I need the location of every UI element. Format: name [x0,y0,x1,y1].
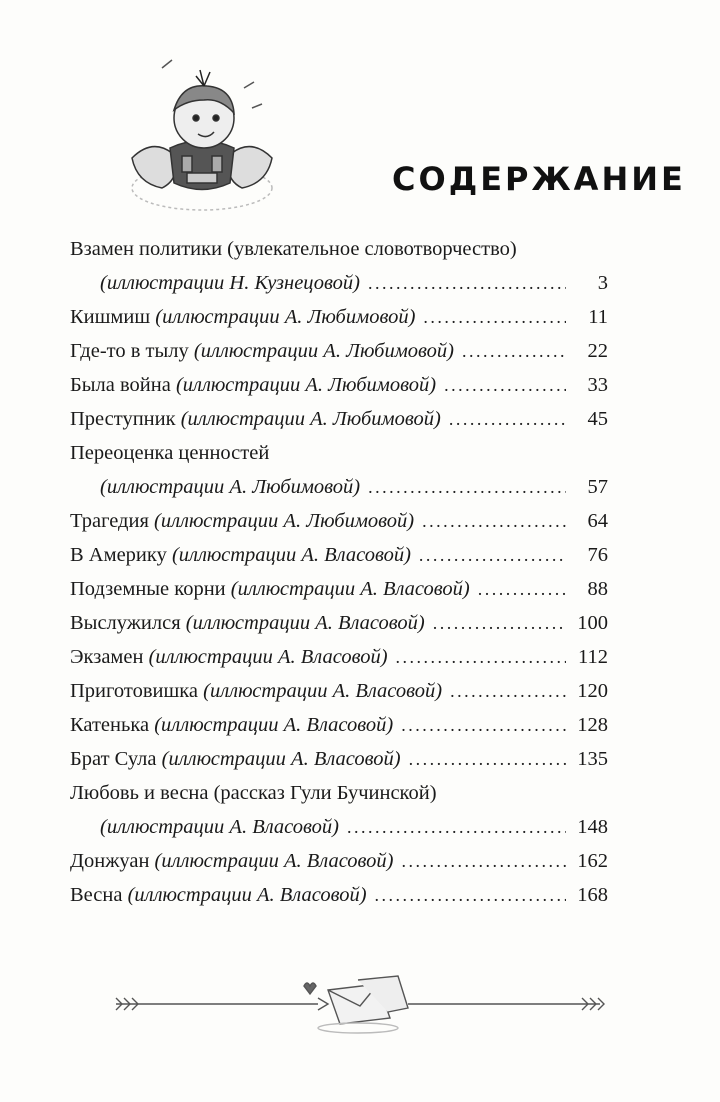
leader-dots [423,300,566,334]
entry-credit: (иллюстрации А. Любимовой) [175,374,437,396]
toc-entry[interactable] [70,572,608,606]
entry-credit: (иллюстрации А. Власовой) [148,646,388,668]
leader-dots [396,640,566,674]
entry-title: Подземные корни [70,578,226,600]
entry-title: Весна [70,884,123,906]
entry-credit: (иллюстрации А. Любимовой) [100,476,361,498]
entry-text [70,504,414,538]
page-number: 22 [587,340,608,362]
leader-dots [422,504,566,538]
entry-text [70,572,470,606]
leader-dots [368,470,566,504]
entry-title: Экзамен [70,646,144,668]
toc-entry[interactable] [70,674,608,708]
entry-text [70,300,415,334]
entry-title: Любовь и весна (рассказ Гули Бучинской) [70,782,437,804]
leader-dots [450,674,566,708]
entry-credit: (иллюстрации А. Власовой) [185,612,425,634]
entry-title: Где-то в тылу [70,340,189,362]
leader-dots [419,538,566,572]
entry-credit: (иллюстрации А. Любимовой) [155,306,416,328]
toc-entry[interactable] [70,742,608,776]
leader-dots [444,368,566,402]
page-number: 135 [577,748,608,770]
entry-title: Катенька [70,714,150,736]
entry-title: Приготовишка [70,680,199,702]
page-number: 88 [587,578,608,600]
toc-entry[interactable] [70,708,608,742]
entry-text [70,334,454,368]
toc-entry[interactable] [70,606,608,640]
toc-entry[interactable] [70,776,608,844]
entry-title: Трагедия [70,510,149,532]
entry-credit: (иллюстрации А. Власовой) [230,578,470,600]
toc-entry[interactable] [70,640,608,674]
entry-title: В Америку [70,544,167,566]
toc-entry[interactable] [70,300,608,334]
entry-text [70,640,388,674]
entry-credit: (иллюстрации А. Любимовой) [154,510,415,532]
page-number: 168 [577,884,608,906]
page-number: 64 [587,510,608,532]
toc-entry[interactable] [70,334,608,368]
entry-credit: (иллюстрации А. Власовой) [203,680,443,702]
entry-text [70,368,436,402]
page-number: 33 [587,374,608,396]
page-title: СОДЕРЖАНИЕ [392,160,686,198]
entry-text [70,538,411,572]
leader-dots [402,844,567,878]
page-number: 3 [597,272,608,294]
page-number: 45 [587,408,608,430]
toc-entry[interactable] [70,232,608,300]
entry-credit: (иллюстрации А. Власовой) [161,748,401,770]
toc-entry[interactable] [70,538,608,572]
toc-entry[interactable] [70,368,608,402]
entry-credit: (иллюстрации А. Власовой) [154,714,394,736]
entry-credit: (иллюстрации Н. Кузнецовой) [100,272,361,294]
page-number: 128 [577,714,608,736]
leader-dots [401,708,566,742]
arrow-envelope-ornament [108,968,608,1038]
entry-text [70,878,367,912]
entry-text [70,844,394,878]
entry-title: Переоценка ценностей [70,442,270,464]
entry-text [70,742,401,776]
page-number: 112 [578,646,608,668]
leader-dots [462,334,566,368]
page-number: 100 [577,612,608,634]
entry-text [70,674,442,708]
toc-entry[interactable] [70,844,608,878]
entry-credit: (иллюстрации А. Любимовой) [180,408,441,430]
entry-credit: (иллюстрации А. Власовой) [127,884,367,906]
entry-title: Кишмиш [70,306,151,328]
leader-dots [478,572,566,606]
page-number: 120 [577,680,608,702]
page-number: 162 [577,850,608,872]
toc-entry[interactable] [70,878,608,912]
entry-title: Была война [70,374,171,396]
page-number: 11 [588,306,608,328]
toc-entry[interactable] [70,436,608,504]
entry-title: Брат Сула [70,748,157,770]
entry-title: Выслужился [70,612,181,634]
entry-text [70,708,393,742]
entry-title: Взамен политики (увлекательное словотворчество) [70,238,517,260]
page-number: 76 [587,544,608,566]
entry-title: Донжуан [70,850,150,872]
boy-illustration [112,48,287,218]
entry-credit: (иллюстрации А. Власовой) [100,816,339,838]
table-of-contents [70,232,608,912]
entry-credit: (иллюстрации А. Любимовой) [193,340,454,362]
toc-entry[interactable] [70,504,608,538]
leader-dots [347,810,566,844]
entry-text [70,402,441,436]
leader-dots [368,266,566,300]
entry-credit: (иллюстрации А. Власовой) [154,850,394,872]
leader-dots [375,878,566,912]
leader-dots [449,402,566,436]
toc-entry[interactable] [70,402,608,436]
leader-dots [409,742,566,776]
page-number: 148 [577,816,608,838]
entry-title: Преступник [70,408,176,430]
page-number: 57 [587,476,608,498]
leader-dots [433,606,566,640]
entry-credit: (иллюстрации А. Власовой) [171,544,411,566]
entry-text [70,606,425,640]
